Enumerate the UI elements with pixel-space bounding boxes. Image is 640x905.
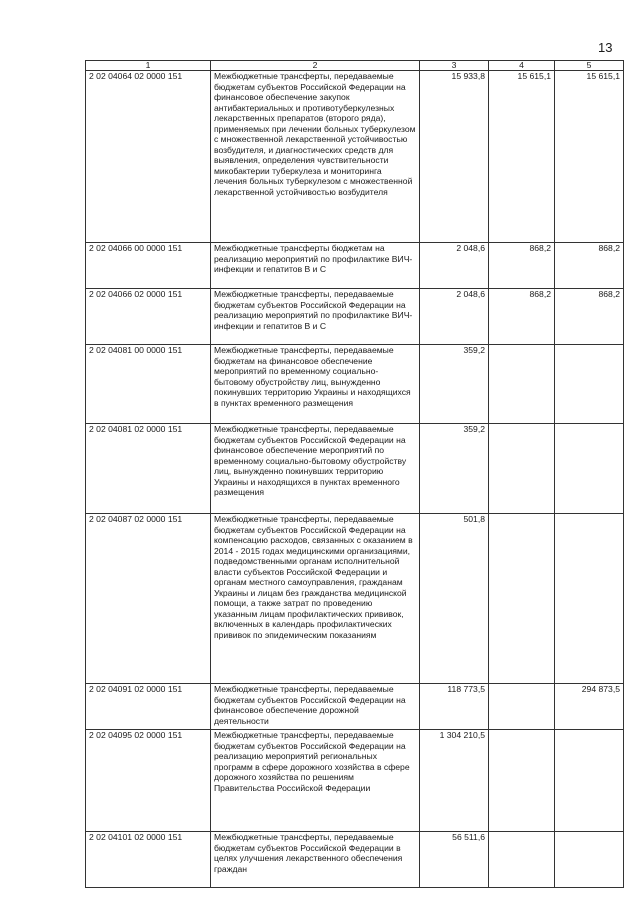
row-description: Межбюджетные трансферты, передаваемые бюджетам субъектов Российской Федерации на реализацию мероприятий региональных программ в сфере дорожного хозяйства в сфере дорожного хозяйства по решениям Правительства Российской Федерации	[211, 730, 420, 832]
row-description: Межбюджетные трансферты бюджетам на реализацию мероприятий по профилактике ВИЧ-инфекции и гепатитов В и С	[211, 243, 420, 289]
value-col5: 15 615,1	[555, 71, 624, 243]
value-col4: 15 615,1	[489, 71, 555, 243]
value-col3: 15 933,8	[420, 71, 489, 243]
value-col4: 868,2	[489, 289, 555, 345]
row-description: Межбюджетные трансферты, передаваемые бюджетам на финансовое обеспечение мероприятий по временному социально-бытовому обустройству лиц, вынужденно покинувших территорию Украины и находящихся в пунктах временного размещения	[211, 345, 420, 424]
table-header-row	[86, 61, 624, 71]
value-col5: 294 873,5	[555, 684, 624, 730]
budget-code: 2 02 04066 00 0000 151	[86, 243, 211, 289]
budget-code: 2 02 04095 02 0000 151	[86, 730, 211, 832]
row-description: Межбюджетные трансферты, передаваемые бюджетам субъектов Российской Федерации на финансовое обеспечение мероприятий по временному социально-бытовому обустройству лиц, вынужденно покинувших территорию Украины и находящихся в пунктах временного размещения	[211, 424, 420, 514]
table-row	[86, 243, 624, 289]
budget-table	[85, 60, 624, 888]
budget-code: 2 02 04081 00 0000 151	[86, 345, 211, 424]
table-row	[86, 345, 624, 424]
budget-code: 2 02 04087 02 0000 151	[86, 514, 211, 684]
table-row	[86, 730, 624, 832]
value-col3: 2 048,6	[420, 243, 489, 289]
value-col5	[555, 345, 624, 424]
page-number: 13	[598, 40, 613, 55]
value-col5: 868,2	[555, 289, 624, 345]
value-col4	[489, 514, 555, 684]
value-col5	[555, 424, 624, 514]
row-description: Межбюджетные трансферты, передаваемые бюджетам субъектов Российской Федерации на реализацию мероприятий по профилактике ВИЧ-инфекции и гепатитов В и С	[211, 289, 420, 345]
value-col5: 868,2	[555, 243, 624, 289]
value-col4	[489, 424, 555, 514]
value-col3: 359,2	[420, 424, 489, 514]
table-row	[86, 684, 624, 730]
row-description: Межбюджетные трансферты, передаваемые бюджетам субъектов Российской Федерации на финансовое обеспечение дорожной деятельности	[211, 684, 420, 730]
row-description: Межбюджетные трансферты, передаваемые бюджетам субъектов Российской Федерации на финансовое обеспечение закупок антибактериальных и противотуберкулезных лекарственных препаратов (второго ряда), применяемых при лечении больных туберкулезом с множественной лекарственной устойчивостью возбудителя, и диагностических средств для выявления, определения чувствительности микобактерии туберкулеза и мониторинга лечения больных туберкулезом с множественной лекарственной устойчивостью возбудителя	[211, 71, 420, 243]
value-col4: 868,2	[489, 243, 555, 289]
table-row	[86, 514, 624, 684]
table-row	[86, 289, 624, 345]
value-col5	[555, 832, 624, 888]
row-description: Межбюджетные трансферты, передаваемые бюджетам субъектов Российской Федерации на компенсацию расходов, связанных с оказанием в 2014 - 2015 годах медицинскими организациями, подведомственными органам исполнительной власти субъектов Российской Федерации и органам местного самоуправления, гражданам Украины и лицам без гражданства медицинской помощи, а также затрат по проведению указанным лицам профилактических прививок, включенных в календарь профилактических прививок по эпидемическим показаниям	[211, 514, 420, 684]
table-row	[86, 71, 624, 243]
budget-code: 2 02 04101 02 0000 151	[86, 832, 211, 888]
budget-code: 2 02 04091 02 0000 151	[86, 684, 211, 730]
value-col5	[555, 514, 624, 684]
column-header: 3	[420, 61, 489, 71]
column-header: 4	[489, 61, 555, 71]
value-col4	[489, 730, 555, 832]
value-col3: 56 511,6	[420, 832, 489, 888]
value-col3: 118 773,5	[420, 684, 489, 730]
row-description: Межбюджетные трансферты, передаваемые бюджетам субъектов Российской Федерации в целях улучшения лекарственного обеспечения граждан	[211, 832, 420, 888]
table-row	[86, 832, 624, 888]
value-col5	[555, 730, 624, 832]
value-col3: 359,2	[420, 345, 489, 424]
column-header: 1	[86, 61, 211, 71]
budget-code: 2 02 04064 02 0000 151	[86, 71, 211, 243]
budget-code: 2 02 04066 02 0000 151	[86, 289, 211, 345]
value-col3: 501,8	[420, 514, 489, 684]
value-col3: 2 048,6	[420, 289, 489, 345]
table-row	[86, 424, 624, 514]
value-col3: 1 304 210,5	[420, 730, 489, 832]
value-col4	[489, 345, 555, 424]
column-header: 5	[555, 61, 624, 71]
value-col4	[489, 832, 555, 888]
budget-code: 2 02 04081 02 0000 151	[86, 424, 211, 514]
value-col4	[489, 684, 555, 730]
column-header: 2	[211, 61, 420, 71]
